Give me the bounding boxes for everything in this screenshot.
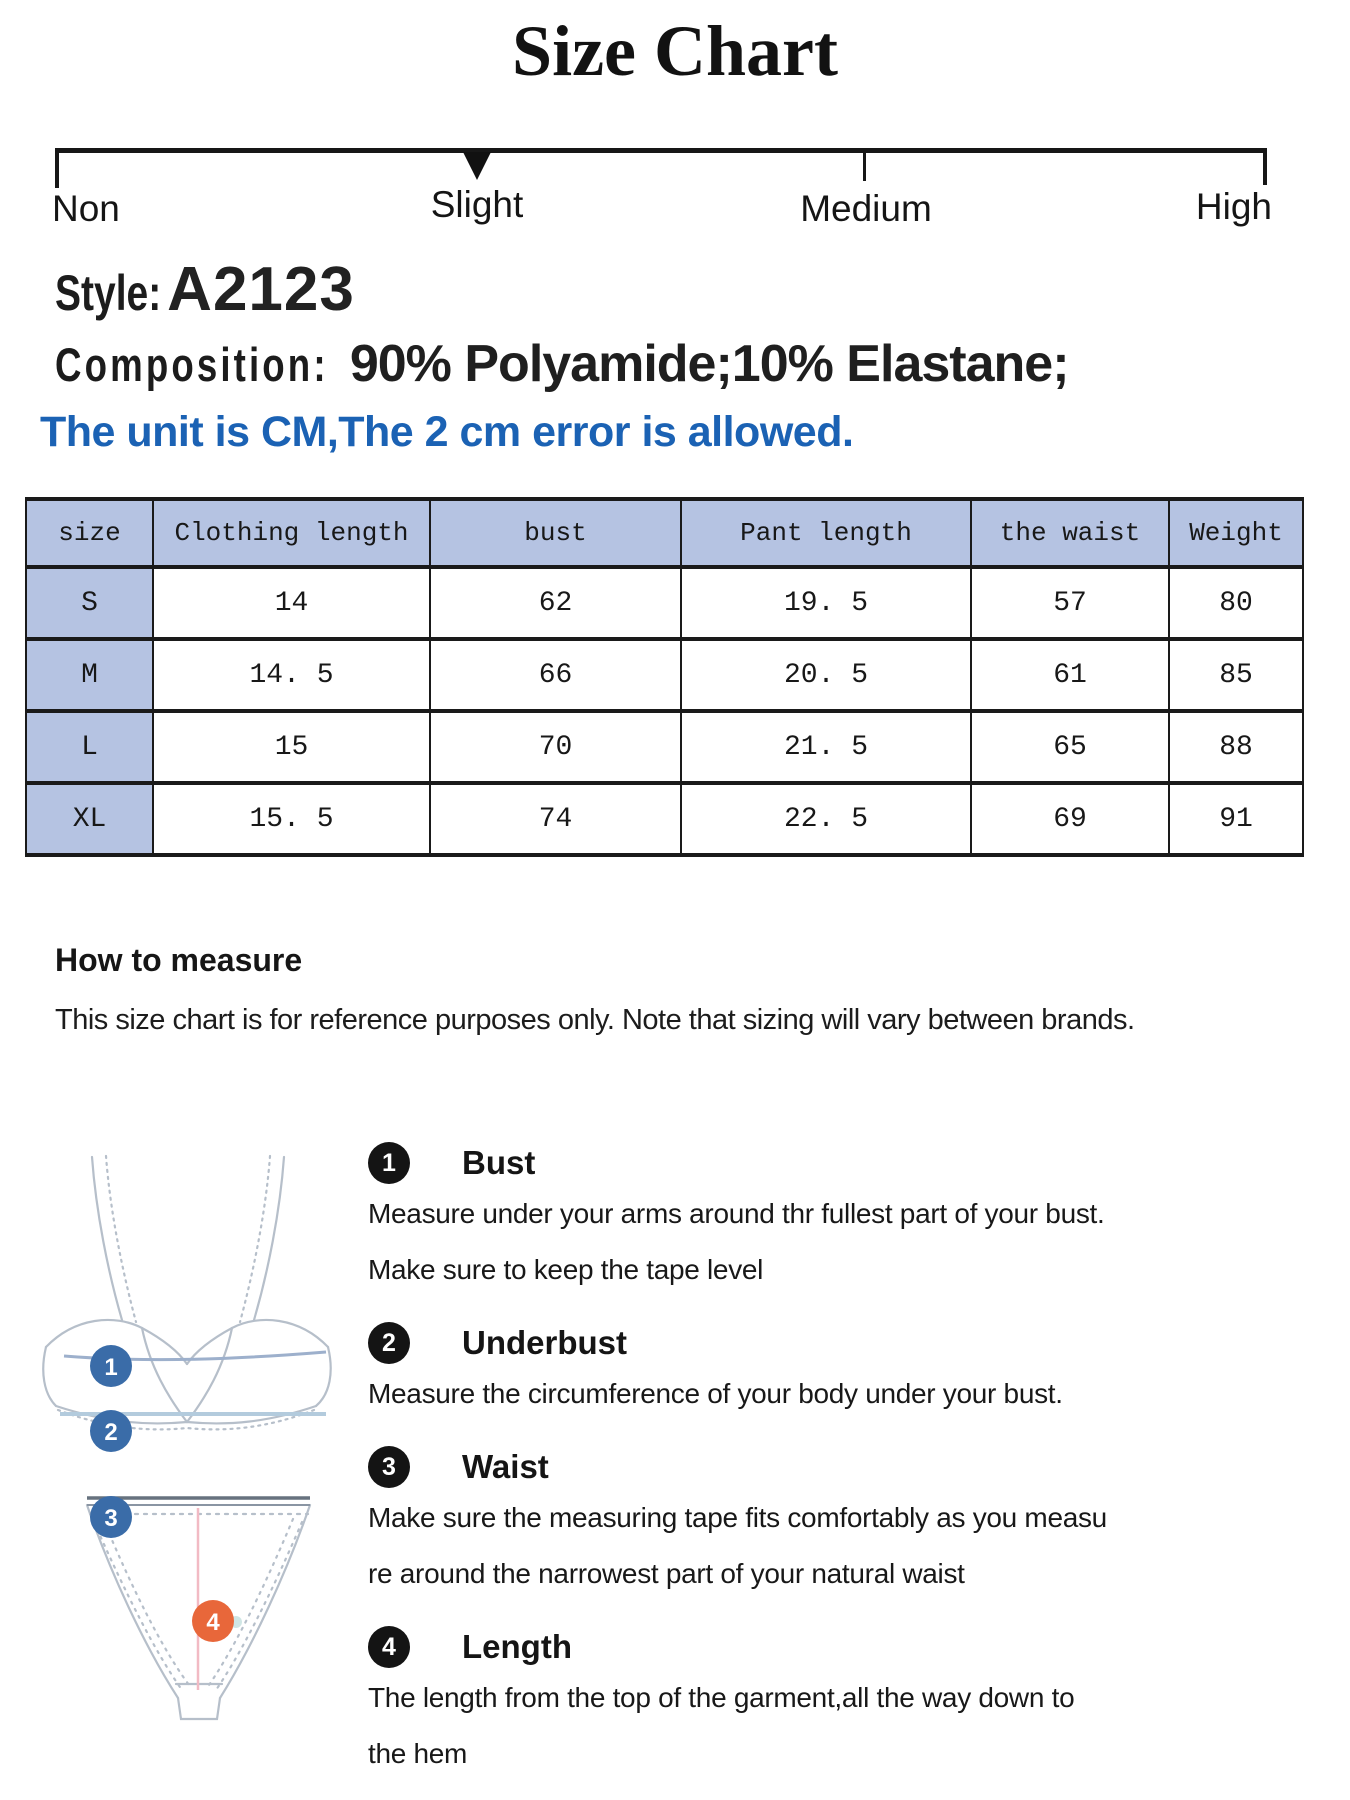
table-row-s [26, 567, 1303, 639]
size-cell: S [26, 567, 153, 639]
unit-note: The unit is CM,The 2 cm error is allowed. [40, 408, 854, 456]
reference-note: This size chart is for reference purposes only. Note that sizing will vary between brands. [55, 1004, 1135, 1036]
style-value: A2123 [167, 255, 355, 324]
scale-line [55, 148, 1267, 153]
col-header-the-waist: the waist [971, 499, 1169, 567]
size-cell: XL [26, 783, 153, 855]
style-label: Style: [55, 265, 162, 321]
scale-tick-left [55, 148, 59, 188]
step-text-line: Measure the circumference of your body under your bust. [368, 1378, 1063, 1409]
measure-step-bust [368, 1140, 1198, 1298]
step-text-line: re around the narrowest part of your natural waist [368, 1558, 965, 1589]
col-header-weight: Weight [1169, 499, 1303, 567]
value-cell: 15 [153, 711, 430, 783]
how-to-measure-heading: How to measure [55, 942, 303, 978]
value-cell: 65 [971, 711, 1169, 783]
value-cell: 85 [1169, 639, 1303, 711]
value-cell: 57 [971, 567, 1169, 639]
step-text-line: the hem [368, 1738, 468, 1769]
composition-value: 90% Polyamide;10% Elastane; [349, 335, 1069, 393]
composition-label: Composition: [55, 338, 329, 391]
value-cell: 19. 5 [681, 567, 971, 639]
marker-number: 4 [206, 1609, 220, 1636]
step-number-badge: 3 [368, 1446, 410, 1488]
value-cell: 21. 5 [681, 711, 971, 783]
value-cell: 66 [430, 639, 681, 711]
scale-tick-right [1263, 148, 1267, 185]
value-cell: 70 [430, 711, 681, 783]
value-cell: 69 [971, 783, 1169, 855]
value-cell: 74 [430, 783, 681, 855]
scale-label-medium: Medium [800, 188, 932, 229]
size-table [25, 497, 1304, 857]
step-number-badge: 1 [368, 1142, 410, 1184]
value-cell: 61 [971, 639, 1169, 711]
marker-number: 3 [104, 1505, 118, 1532]
scale-label-high: High [1195, 186, 1272, 227]
size-cell: L [26, 711, 153, 783]
scale-label-slight: Slight [430, 184, 524, 225]
step-number-badge: 4 [368, 1626, 410, 1668]
marker-number: 1 [104, 1354, 118, 1381]
marker-number: 2 [104, 1419, 118, 1446]
col-header-size: size [26, 499, 153, 567]
step-text-line: Make sure the measuring tape fits comfortably as you measu [368, 1502, 1107, 1533]
scale-label-non: Non [52, 188, 120, 229]
table-row-xl [26, 783, 1303, 855]
scale-tick-medium [863, 148, 866, 181]
size-table-header-row [26, 499, 1303, 567]
step-text-line: Make sure to keep the tape level [368, 1254, 764, 1285]
value-cell: 22. 5 [681, 783, 971, 855]
page-title: Size Chart [512, 11, 838, 91]
value-cell: 14 [153, 567, 430, 639]
col-header-pant-length: Pant length [681, 499, 971, 567]
style-row [55, 254, 355, 325]
value-cell: 91 [1169, 783, 1303, 855]
measure-step-length [368, 1624, 1198, 1782]
table-row-l [26, 711, 1303, 783]
value-cell: 14. 5 [153, 639, 430, 711]
value-cell: 62 [430, 567, 681, 639]
table-row-m [26, 639, 1303, 711]
step-title: Length [462, 1628, 572, 1665]
marker-underbust [90, 1410, 132, 1452]
step-title: Waist [462, 1448, 549, 1485]
measure-steps [368, 1140, 1198, 1800]
col-header-bust: bust [430, 499, 681, 567]
measure-step-underbust [368, 1320, 1198, 1422]
lingerie-measure-illustration [30, 1142, 342, 1790]
composition-row [55, 334, 1069, 394]
step-text-line: The length from the top of the garment,all the way down to [368, 1682, 1075, 1713]
step-number-badge: 2 [368, 1322, 410, 1364]
marker-bust [90, 1345, 132, 1387]
marker-length [192, 1600, 234, 1642]
value-cell: 15. 5 [153, 783, 430, 855]
value-cell: 80 [1169, 567, 1303, 639]
size-cell: M [26, 639, 153, 711]
value-cell: 88 [1169, 711, 1303, 783]
value-cell: 20. 5 [681, 639, 971, 711]
measure-step-waist [368, 1444, 1198, 1602]
step-text-line: Measure under your arms around thr fullest part of your bust. [368, 1198, 1105, 1229]
col-header-clothing-length: Clothing length [153, 499, 430, 567]
scale-marker-triangle-icon [463, 152, 491, 180]
step-title: Underbust [462, 1324, 627, 1361]
marker-waist [90, 1496, 132, 1538]
step-title: Bust [462, 1144, 536, 1181]
